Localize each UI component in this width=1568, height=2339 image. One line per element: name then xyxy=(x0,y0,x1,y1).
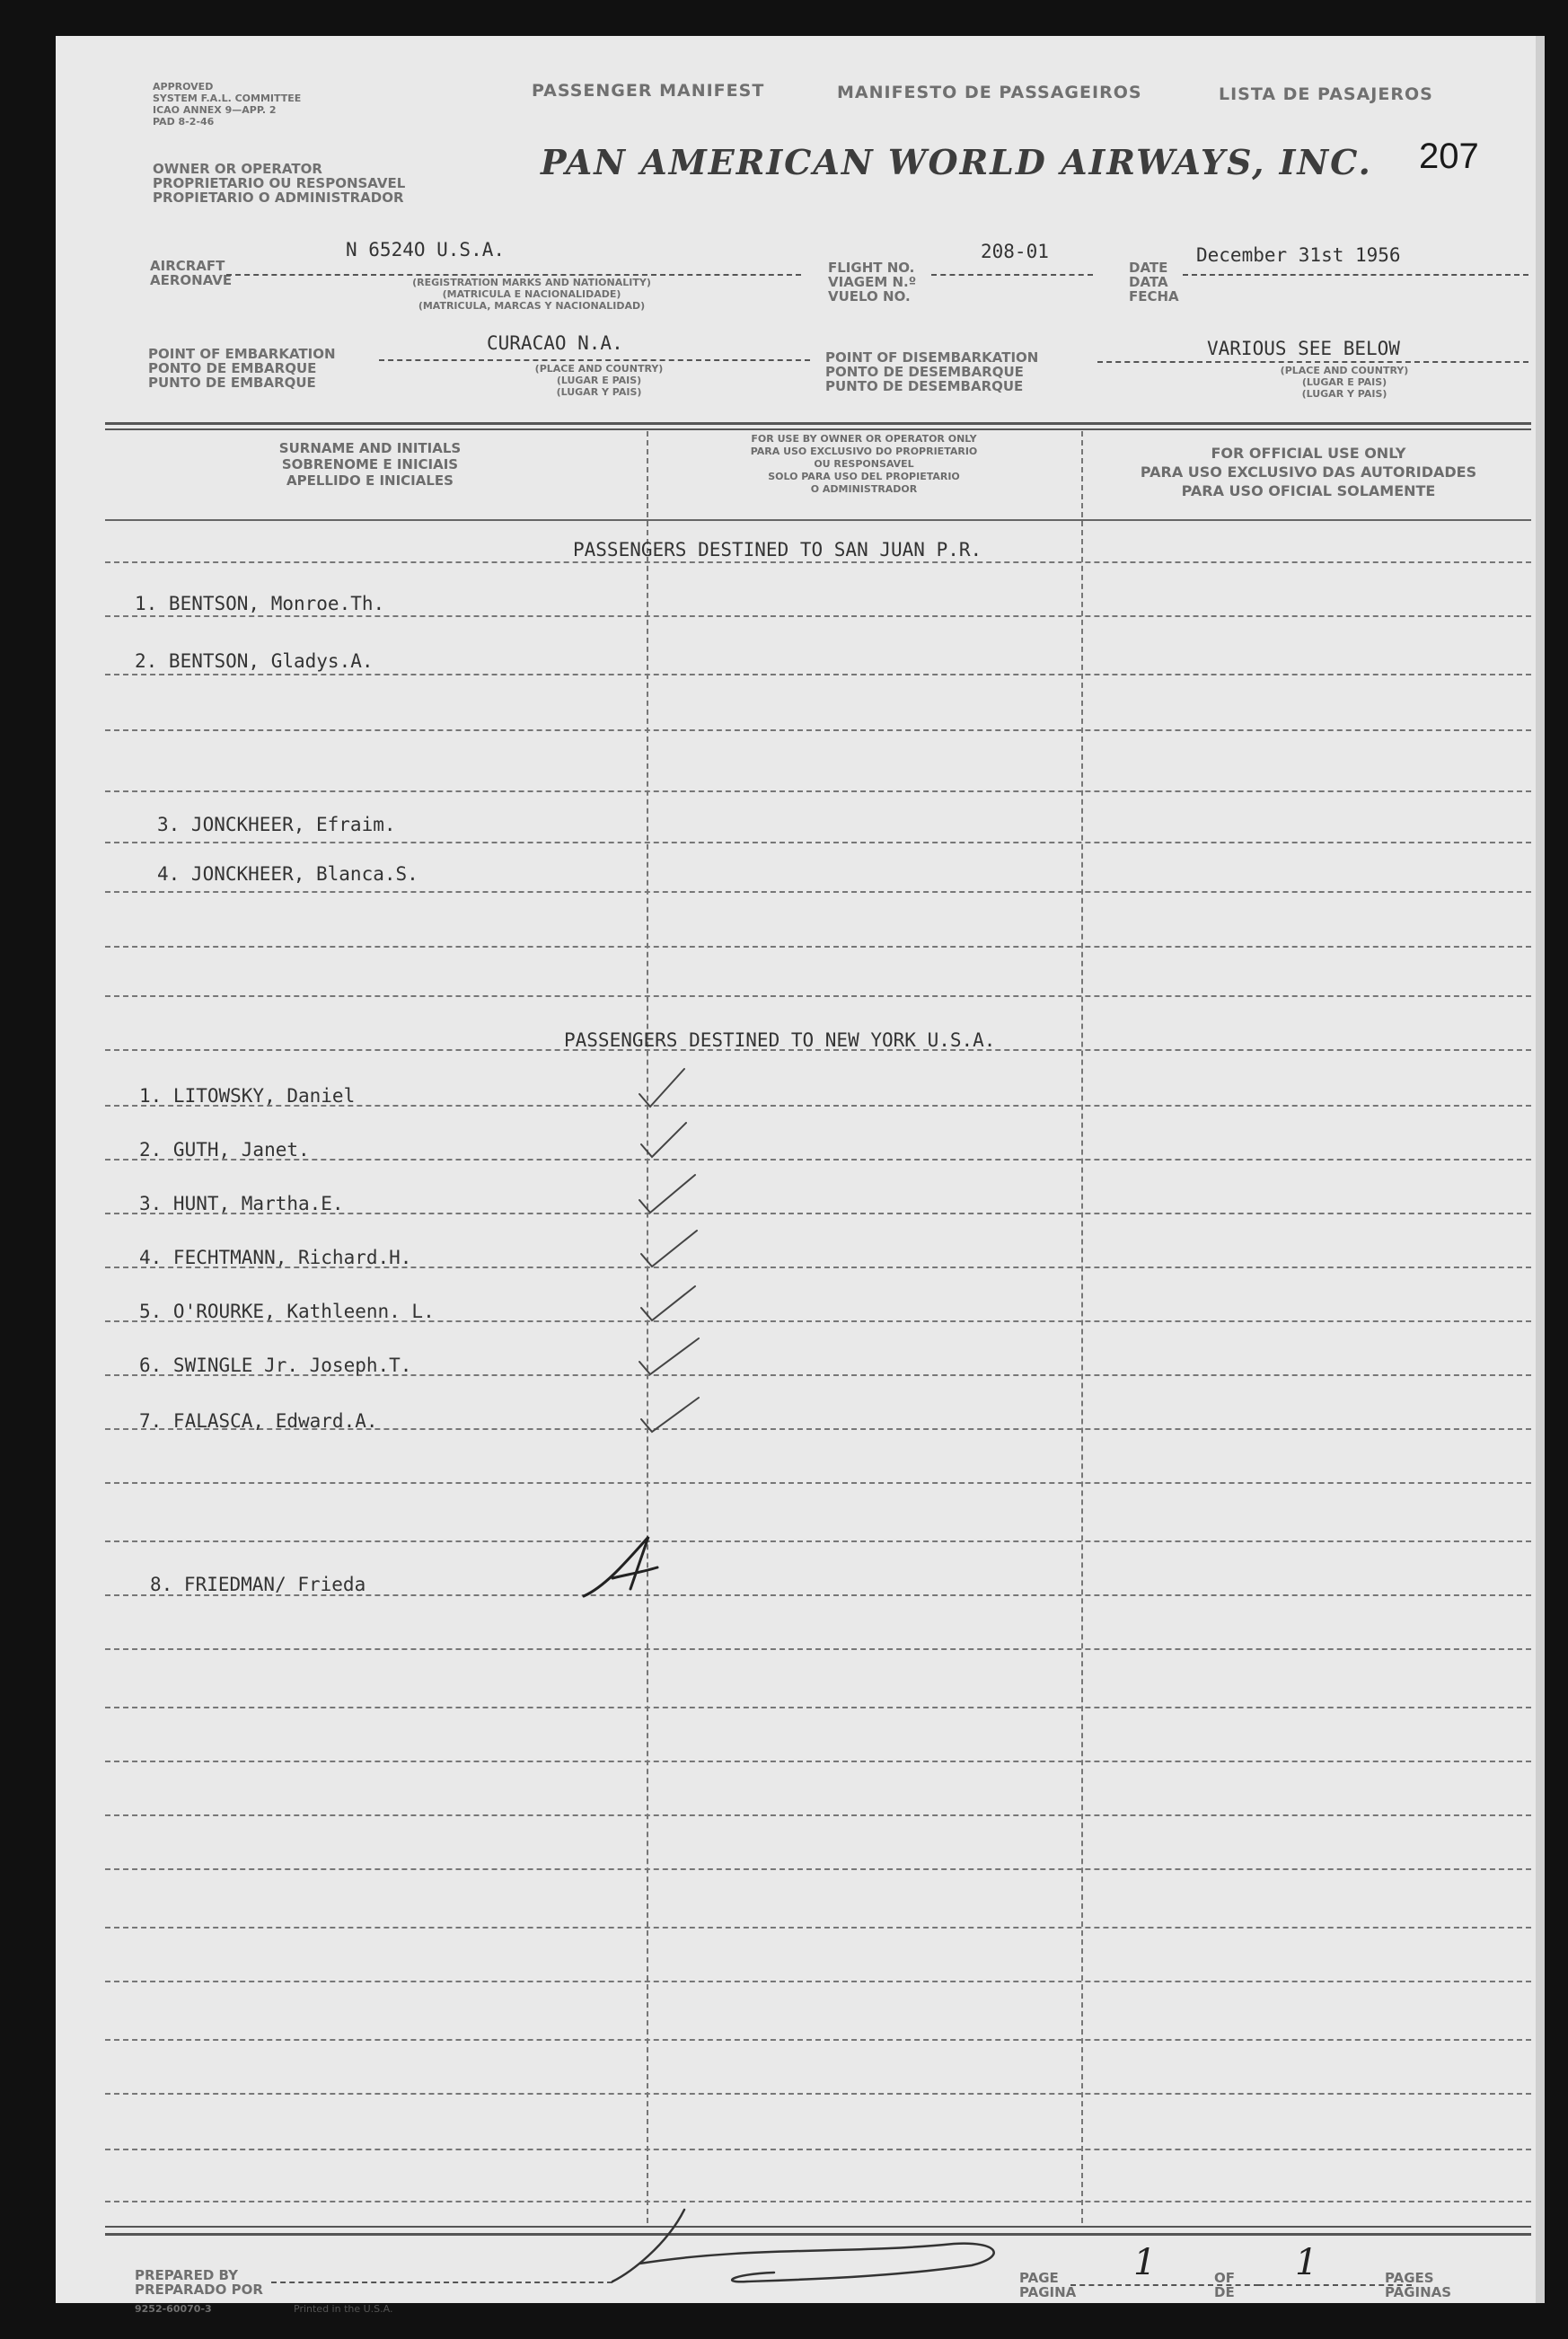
check-mark-icon xyxy=(639,1338,699,1374)
names-column-header: SURNAME AND INITIALS SOBRENOME E INICIAIS APELLIDO E INICIALES xyxy=(278,440,462,489)
passenger-row: 6. SWINGLE Jr. Joseph.T. xyxy=(139,1355,412,1376)
row-rule xyxy=(105,561,1531,563)
date-label: DATE DATA FECHA xyxy=(1129,260,1179,305)
disembarkation-place-note: (PLACE AND COUNTRY) (LUGAR E PAIS) (LUGAR Y PAIS) xyxy=(1280,365,1409,400)
page-value: 1 xyxy=(1133,2242,1157,2283)
row-rule xyxy=(105,2093,1531,2095)
manifest-sheet xyxy=(56,36,1545,2315)
of-value: 1 xyxy=(1295,2242,1318,2283)
passenger-row: 3. JONCKHEER, Efraim. xyxy=(157,814,396,835)
section-heading-new-york: PASSENGERS DESTINED TO NEW YORK U.S.A. xyxy=(564,1029,996,1051)
form-number: 9252-60070-3 xyxy=(135,2303,212,2315)
handwritten-a-mark xyxy=(577,1531,684,1612)
approval-line: ICAO ANNEX 9—APP. 2 xyxy=(153,104,277,116)
table-top-rule-2 xyxy=(105,428,1531,430)
check-marks xyxy=(630,1051,756,1464)
disembarkation-value: VARIOUS SEE BELOW xyxy=(1207,338,1400,359)
title-english: PASSENGER MANIFEST xyxy=(532,81,765,101)
check-mark-icon xyxy=(639,1069,684,1107)
row-rule xyxy=(105,1981,1531,1982)
row-rule xyxy=(105,1540,1531,1542)
flight-underline xyxy=(931,274,1093,276)
check-mark-icon xyxy=(641,1286,695,1320)
check-mark-icon xyxy=(641,1398,699,1432)
title-portuguese: MANIFESTO DE PASSAGEIROS xyxy=(837,83,1142,102)
row-rule xyxy=(105,2039,1531,2041)
owner-use-column-header: FOR USE BY OWNER OR OPERATOR ONLY PARA USO EXCLUSIVO DO PROPRIETARIO OU RESPONSAVEL SOLO PARA USO DEL PROPIETARIO O ADMINISTRADOR xyxy=(750,433,978,495)
prepared-by-underline xyxy=(271,2282,612,2283)
row-rule xyxy=(105,1761,1531,1762)
row-rule xyxy=(105,842,1531,843)
row-rule xyxy=(105,1707,1531,1708)
passenger-row: 7. FALASCA, Edward.A. xyxy=(139,1410,378,1432)
company-name: PAN AMERICAN WORLD AIRWAYS, INC. xyxy=(541,142,1372,182)
passenger-row: 3. HUNT, Martha.E. xyxy=(139,1193,344,1214)
row-rule xyxy=(105,729,1531,731)
passenger-row: 1. LITOWSKY, Daniel xyxy=(139,1085,356,1107)
row-rule xyxy=(105,790,1531,792)
row-rule xyxy=(105,1482,1531,1484)
flight-value: 208-01 xyxy=(981,241,1049,262)
passenger-row: 2. BENTSON, Gladys.A. xyxy=(135,650,374,672)
row-rule xyxy=(105,995,1531,997)
aircraft-underline xyxy=(226,274,801,276)
embarkation-label: POINT OF EMBARKATION PONTO DE EMBARQUE PUNTO DE EMBARQUE xyxy=(148,346,336,391)
row-rule xyxy=(105,2149,1531,2150)
disembarkation-underline xyxy=(1097,361,1528,363)
header-bottom-rule xyxy=(105,519,1531,521)
passenger-row: 4. JONCKHEER, Blanca.S. xyxy=(157,863,418,885)
page-label: PAGE PAGINA xyxy=(1019,2270,1077,2300)
flight-label: FLIGHT NO. VIAGEM N.º VUELO NO. xyxy=(828,260,917,305)
embarkation-place-note: (PLACE AND COUNTRY) (LUGAR E PAIS) (LUGAR Y PAIS) xyxy=(534,363,664,398)
row-rule xyxy=(105,615,1531,617)
owner-label: OWNER OR OPERATOR PROPRIETARIO OU RESPONSAVEL PROPIETARIO O ADMINISTRADOR xyxy=(153,161,406,206)
passenger-row: 5. O'ROURKE, Kathleenn. L. xyxy=(139,1301,435,1322)
embarkation-underline xyxy=(379,359,810,361)
row-rule xyxy=(105,1927,1531,1929)
row-rule xyxy=(105,1814,1531,1816)
official-use-column-header: FOR OFFICIAL USE ONLY PARA USO EXCLUSIVO DAS AUTORIDADES PARA USO OFICIAL SOLAMENTE xyxy=(1140,445,1477,499)
pages-label: PAGES PAGINAS xyxy=(1385,2270,1452,2300)
approval-line: PAD 8-2-46 xyxy=(153,116,215,128)
check-mark-icon xyxy=(641,1123,686,1157)
row-rule xyxy=(105,1648,1531,1650)
passenger-row: 2. GUTH, Janet. xyxy=(139,1139,310,1161)
title-spanish: LISTA DE PASAJEROS xyxy=(1219,84,1433,104)
approval-block xyxy=(153,81,301,128)
of-label: OF DE xyxy=(1214,2270,1235,2300)
passenger-row: 8. FRIEDMAN/ Frieda xyxy=(150,1574,366,1595)
prepared-by-label: PREPARED BY PREPARADO POR xyxy=(135,2267,263,2298)
aircraft-value: N 6524O U.S.A. xyxy=(346,239,506,260)
disembarkation-label: POINT OF DISEMBARKATION PONTO DE DESEMBARQUE PUNTO DE DESEMBARQUE xyxy=(825,349,1039,394)
page-number: 207 xyxy=(1419,137,1479,176)
printed-note: Printed in the U.S.A. xyxy=(294,2303,393,2315)
row-rule xyxy=(105,946,1531,948)
table-top-rule xyxy=(105,422,1531,425)
row-rule xyxy=(105,891,1531,893)
check-mark-icon xyxy=(639,1175,695,1213)
approval-line: APPROVED xyxy=(153,81,214,93)
date-underline xyxy=(1183,274,1528,276)
embarkation-value: CURACAO N.A. xyxy=(487,332,623,354)
passenger-row: 4. FECHTMANN, Richard.H. xyxy=(139,1247,412,1268)
date-value: December 31st 1956 xyxy=(1196,244,1401,266)
row-rule xyxy=(105,674,1531,675)
row-rule xyxy=(105,1868,1531,1870)
section-heading-san-juan: PASSENGERS DESTINED TO SAN JUAN P.R. xyxy=(573,539,982,560)
check-mark-icon xyxy=(641,1231,697,1267)
preparer-signature xyxy=(577,2192,1079,2299)
row-rule xyxy=(105,1159,1531,1161)
approval-line: SYSTEM F.A.L. COMMITTEE xyxy=(153,93,302,104)
passenger-row: 1. BENTSON, Monroe.Th. xyxy=(135,593,385,614)
registration-note: (REGISTRATION MARKS AND NATIONALITY) (MATRICULA E NACIONALIDADE) (MATRICULA, MARCAS Y NACIONALIDAD) xyxy=(412,277,651,312)
column-divider-2 xyxy=(1081,431,1083,2223)
aircraft-label: AIRCRAFT AERONAVE xyxy=(150,258,233,288)
